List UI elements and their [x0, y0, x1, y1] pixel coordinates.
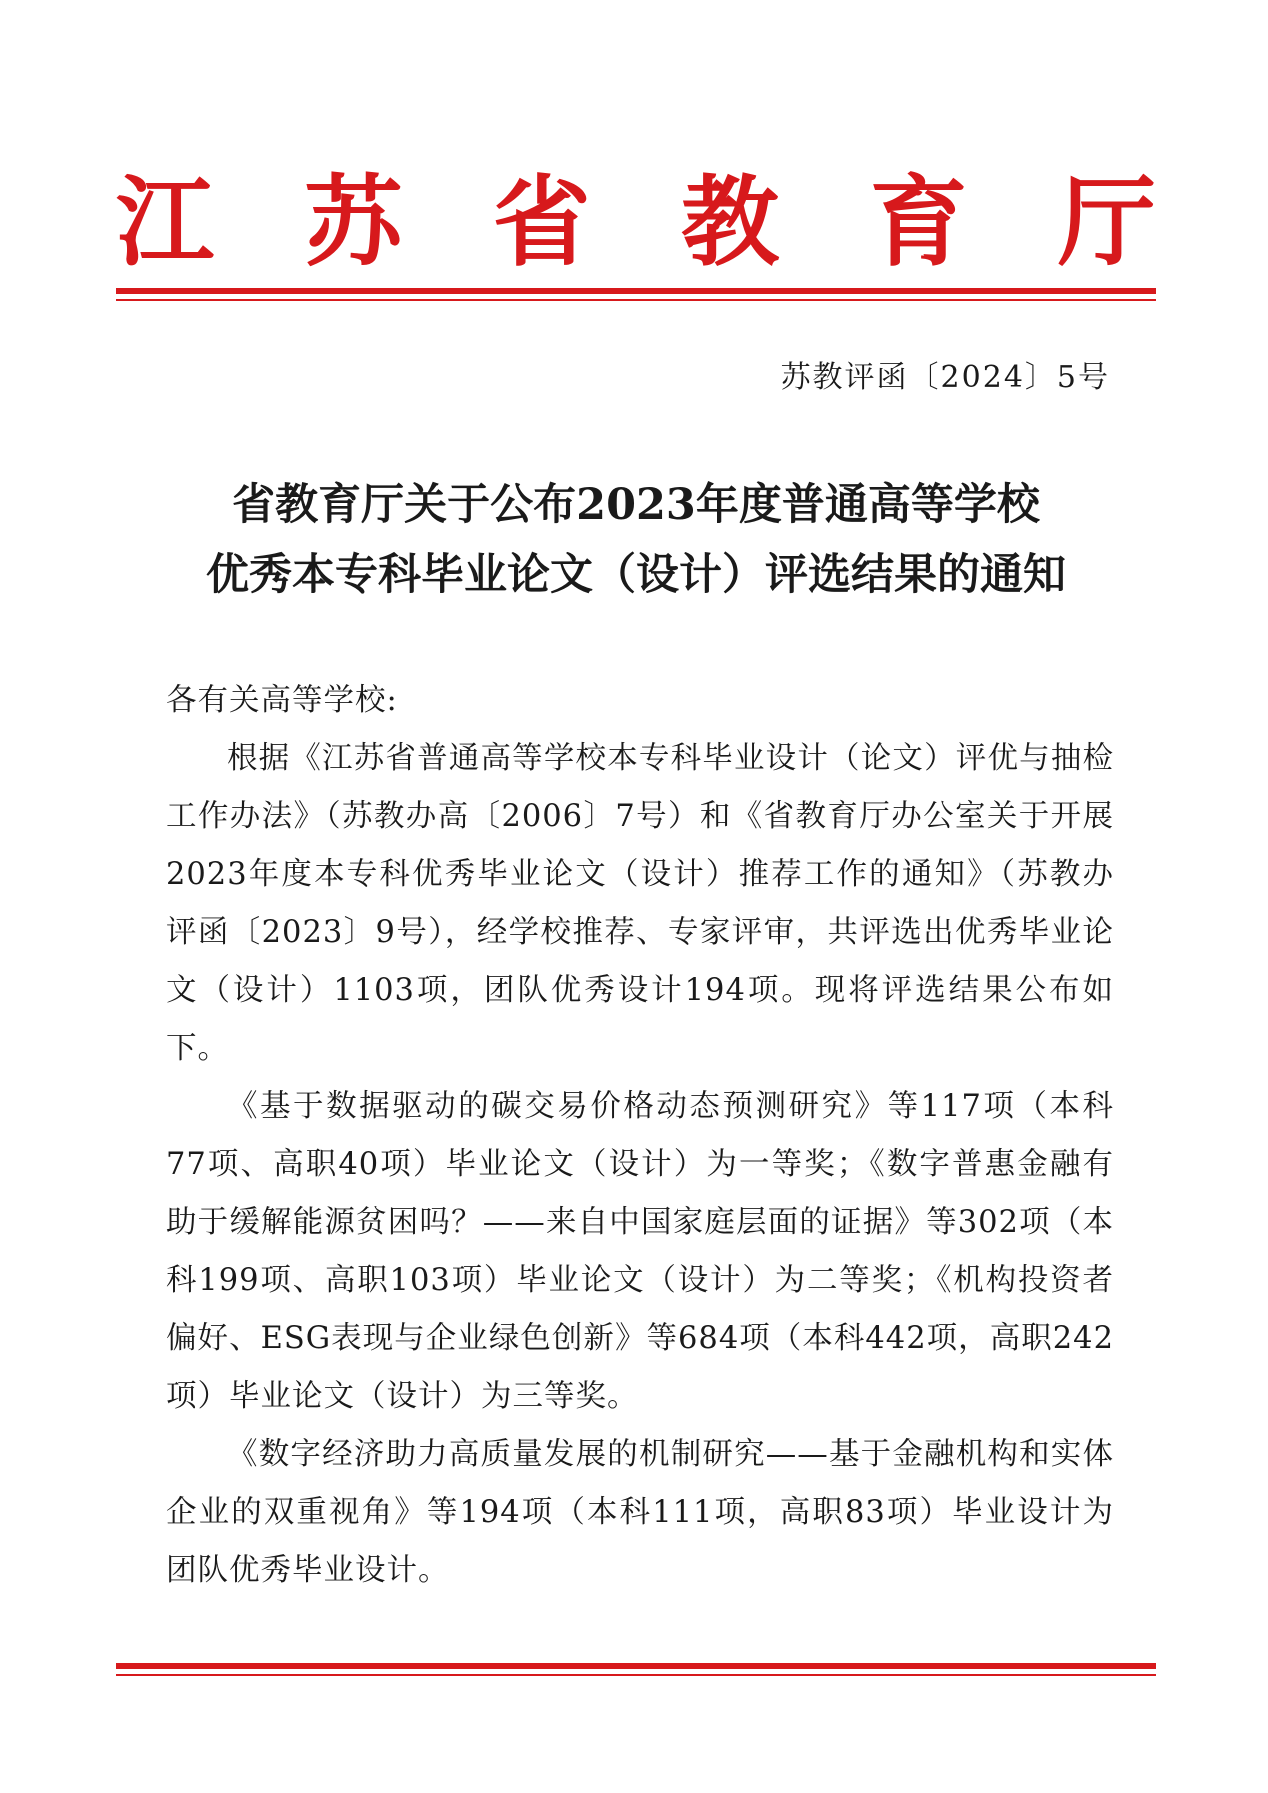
salutation: 各有关高等学校:: [166, 683, 398, 718]
paragraph: 根据《江苏省普通高等学校本专科毕业设计（论文）评优与抽检工作办法》（苏教办高〔2006〕7号）和《省教育厅办公室关于开展2023年度本专科优秀毕业论文（设计）推荐工作的通知》（苏教办评函〔2023〕9号），经学校推荐、专家评审，共评选出优秀毕业论文（设计）1103项，团队优秀设计194项。现将评选结果公布如下。: [166, 741, 1114, 1066]
document-number: 苏教评函〔2024〕5号: [780, 360, 1110, 395]
header-divider-thick: [116, 288, 1156, 294]
title-line-2: 优秀本专科毕业论文（设计）评选结果的通知: [206, 550, 1066, 600]
masthead-issuer: [116, 165, 1156, 280]
title-line-1: 省教育厅关于公布2023年度普通高等学校: [232, 480, 1040, 530]
masthead-char: 教: [681, 165, 780, 280]
masthead-char: 育: [869, 165, 968, 280]
document-title: [116, 470, 1156, 610]
header-divider-thin: [116, 299, 1156, 301]
masthead-char: 江: [116, 165, 215, 280]
footer-divider-thick: [116, 1663, 1156, 1669]
footer-divider-thin: [116, 1674, 1156, 1676]
masthead-char: 省: [492, 165, 591, 280]
masthead-char: 苏: [304, 165, 403, 280]
paragraph: 《数字经济助力高质量发展的机制研究——基于金融机构和实体企业的双重视角》等194项（本科111项，高职83项）毕业设计为团队优秀毕业设计。: [166, 1437, 1114, 1588]
document-body: [166, 672, 1114, 1600]
masthead-char: 厅: [1057, 165, 1156, 280]
paragraph: 《基于数据驱动的碳交易价格动态预测研究》等117项（本科77项、高职40项）毕业论文（设计）为一等奖；《数字普惠金融有助于缓解能源贫困吗？——来自中国家庭层面的证据》等302项（本科199项、高职103项）毕业论文（设计）为二等奖；《机构投资者偏好、ESG表现与企业绿色创新》等684项（本科442项，高职242项）毕业论文（设计）为三等奖。: [166, 1089, 1114, 1414]
